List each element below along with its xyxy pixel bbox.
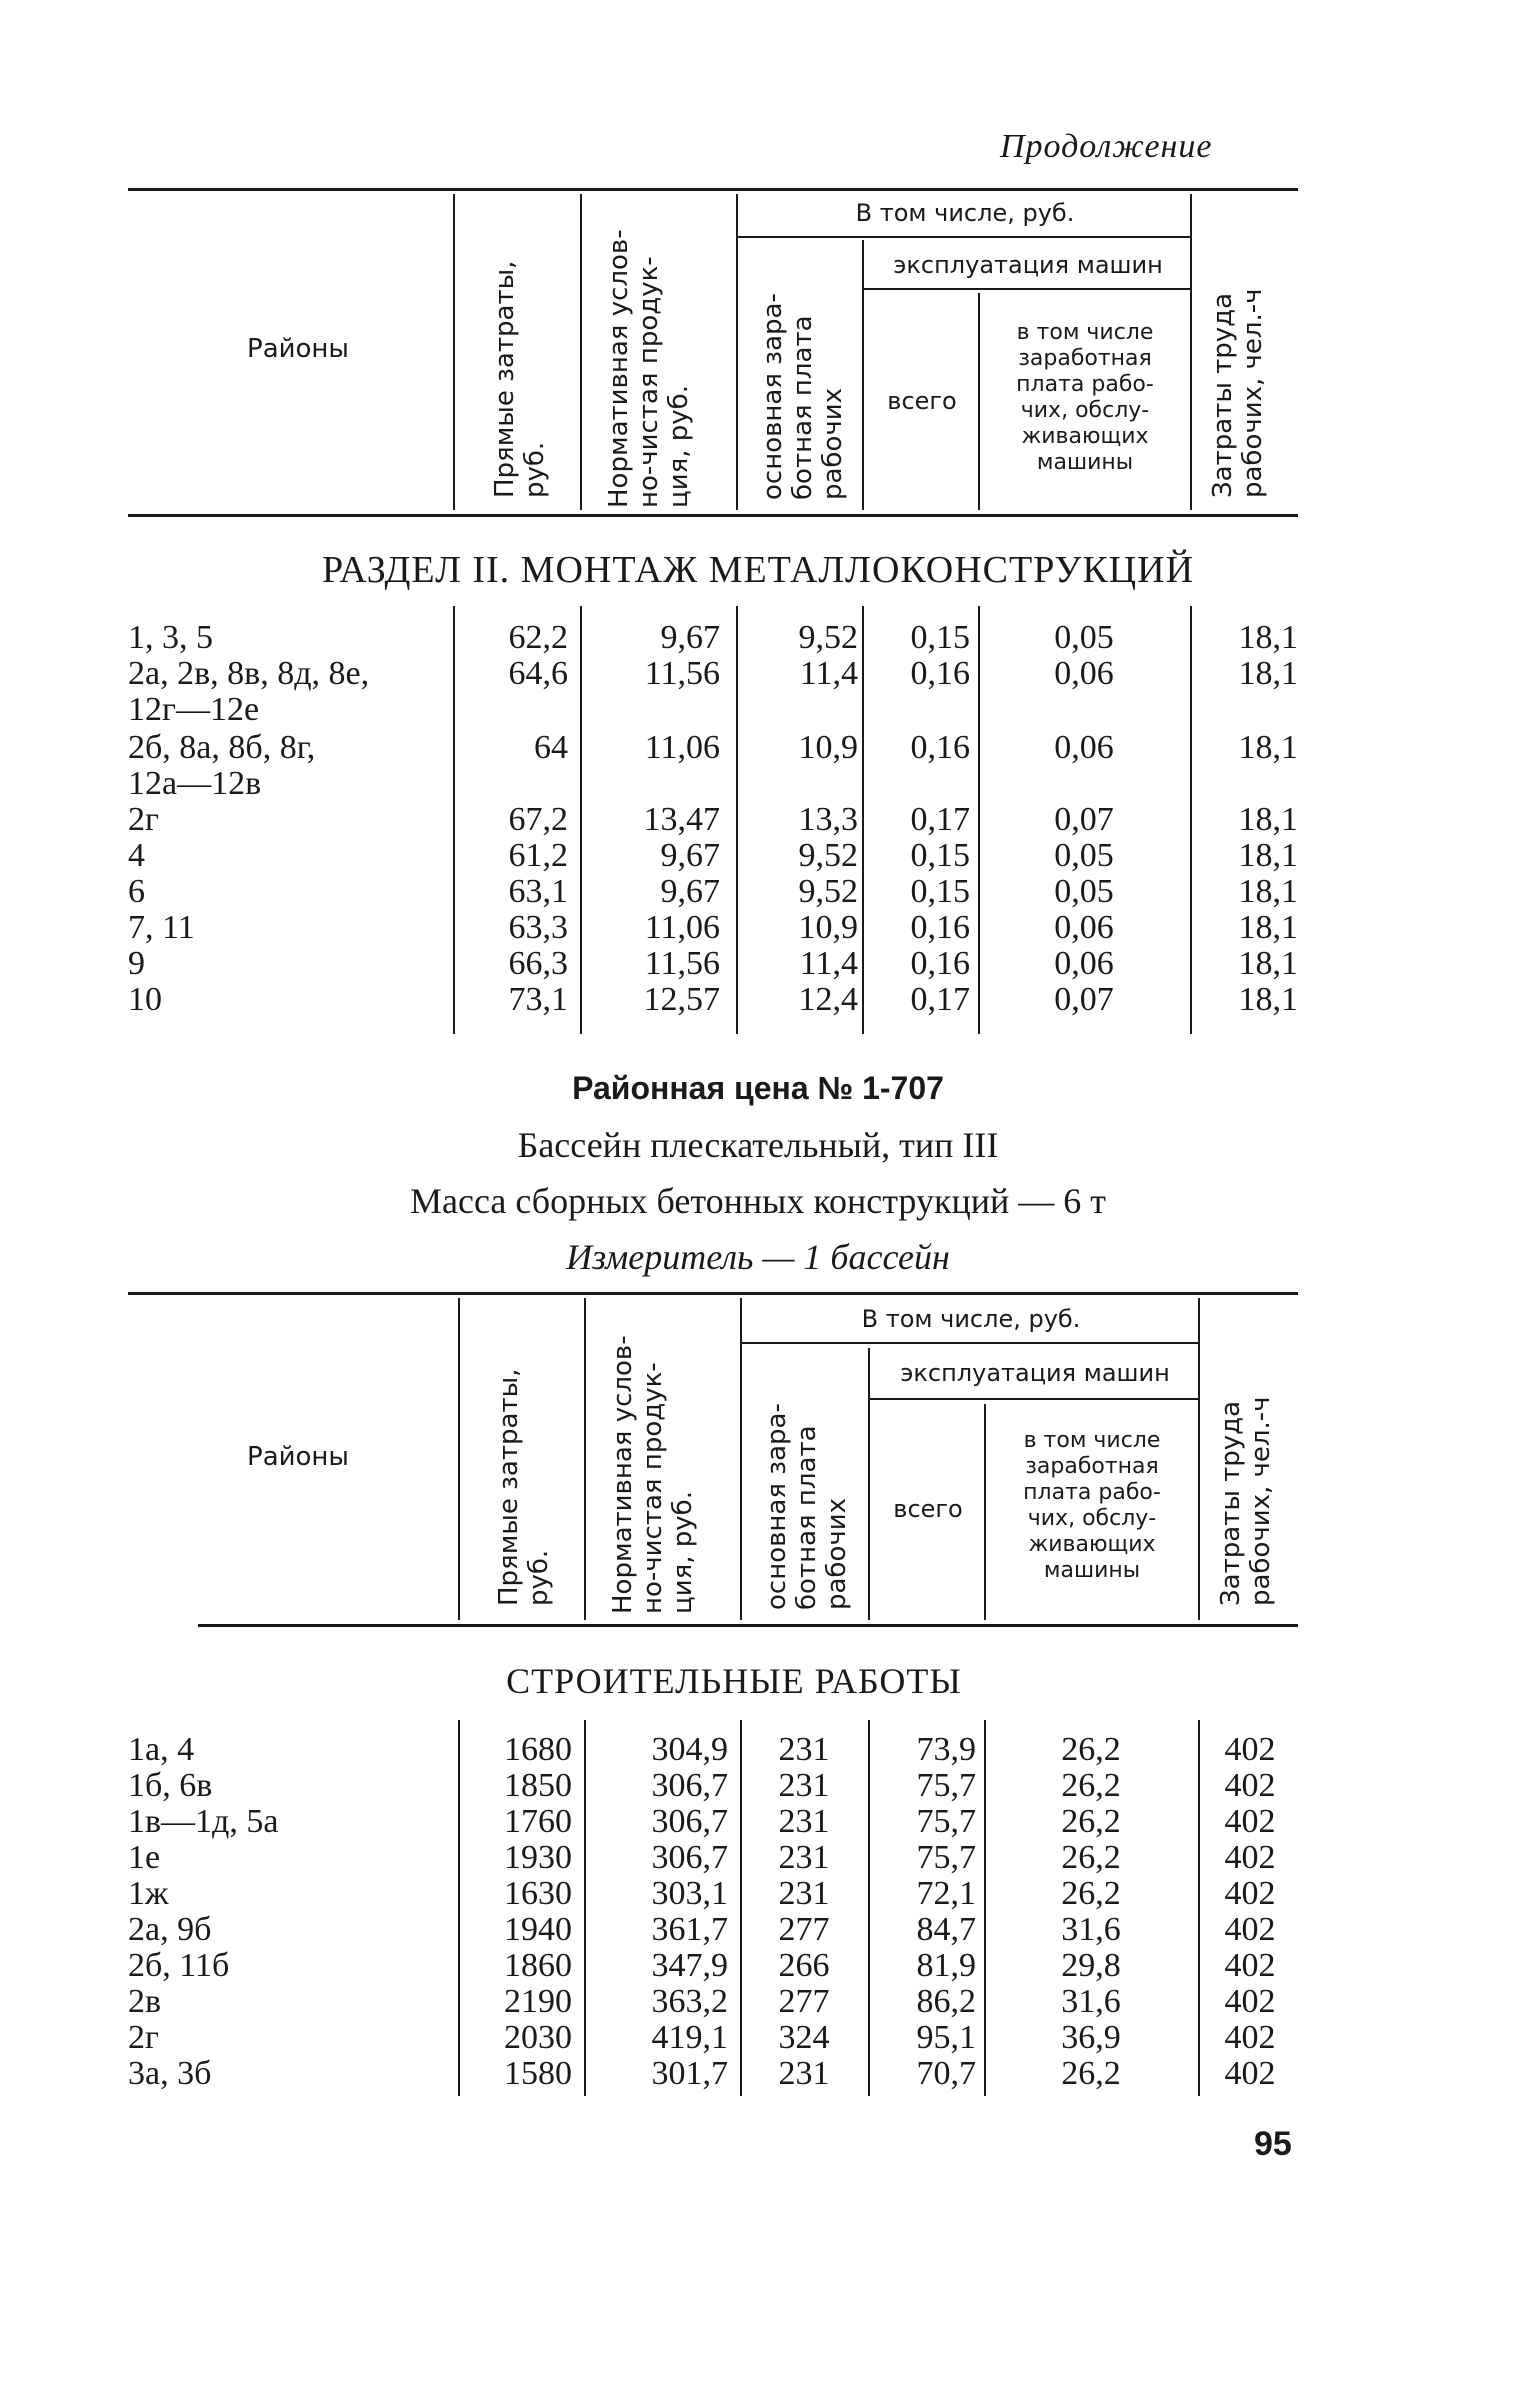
region-cell: 1, 3, 5 bbox=[128, 619, 213, 656]
normative-net-cell: 306,7 bbox=[651, 1803, 728, 1840]
header-direct-costs: Прямые затраты, руб. bbox=[490, 260, 550, 498]
continuation-label: Продолжение bbox=[1000, 128, 1213, 165]
labor-costs-cell: 18,1 bbox=[1238, 619, 1298, 656]
labor-costs-cell: 402 bbox=[1224, 2055, 1276, 2092]
machine-total-cell: 75,7 bbox=[916, 1803, 976, 1840]
machine-wage-cell: 36,9 bbox=[1061, 2019, 1121, 2056]
base-wage-cell: 13,3 bbox=[798, 801, 858, 838]
region-cell: 2г bbox=[128, 2019, 159, 2056]
header-including-rub: В том числе, руб. bbox=[855, 199, 1075, 227]
table-row bbox=[128, 910, 1298, 946]
labor-costs-cell: 402 bbox=[1224, 1803, 1276, 1840]
normative-net-cell: 303,1 bbox=[651, 1875, 728, 1912]
machine-wage-cell: 29,8 bbox=[1061, 1947, 1121, 1984]
machine-total-cell: 95,1 bbox=[916, 2019, 976, 2056]
table-row bbox=[128, 946, 1298, 982]
base-wage-cell: 12,4 bbox=[798, 981, 858, 1018]
direct-costs-cell: 1940 bbox=[504, 1911, 572, 1948]
labor-costs-cell: 18,1 bbox=[1238, 729, 1298, 766]
region-cell: 1а, 4 bbox=[128, 1731, 195, 1768]
machine-total-cell: 73,9 bbox=[916, 1731, 976, 1768]
direct-costs-cell: 64 bbox=[534, 729, 568, 766]
normative-net-cell: 9,67 bbox=[660, 873, 720, 910]
labor-costs-cell: 402 bbox=[1224, 1947, 1276, 1984]
machine-wage-cell: 31,6 bbox=[1061, 1983, 1121, 2020]
normative-net-cell: 306,7 bbox=[651, 1767, 728, 1804]
table-row bbox=[128, 2020, 1298, 2056]
region-cell-continued: 12а—12в bbox=[128, 765, 262, 802]
machine-total-cell: 84,7 bbox=[916, 1911, 976, 1948]
machine-wage-cell: 0,06 bbox=[1054, 909, 1114, 946]
header2-incl-wage: в том числе заработная плата рабо- чих, обслу- живающих машины bbox=[1023, 1428, 1161, 1583]
normative-net-cell: 11,56 bbox=[644, 655, 720, 692]
price-heading-line2: Масса сборных бетонных конструкций — 6 т bbox=[410, 1181, 1106, 1221]
machine-total-cell: 75,7 bbox=[916, 1767, 976, 1804]
machine-wage-cell: 0,05 bbox=[1054, 837, 1114, 874]
machine-wage-cell: 26,2 bbox=[1061, 1767, 1121, 1804]
labor-costs-cell: 402 bbox=[1224, 1875, 1276, 1912]
labor-costs-cell: 18,1 bbox=[1238, 981, 1298, 1018]
header2-rayony: Районы bbox=[247, 1442, 349, 1472]
header-rayony: Районы bbox=[247, 334, 349, 364]
region-cell-continued: 12г—12е bbox=[128, 691, 260, 728]
normative-net-cell: 306,7 bbox=[651, 1839, 728, 1876]
machine-wage-cell: 0,07 bbox=[1054, 981, 1114, 1018]
machine-total-cell: 0,15 bbox=[910, 619, 970, 656]
header-incl-wage: в том числе заработная плата рабо- чих, обслу- живающих машины bbox=[1016, 320, 1154, 475]
normative-net-cell: 12,57 bbox=[643, 981, 720, 1018]
header2-base-wage: основная зара- ботная плата рабочих bbox=[762, 1403, 852, 1610]
normative-net-cell: 11,06 bbox=[644, 729, 720, 766]
machine-total-cell: 0,17 bbox=[910, 981, 970, 1018]
base-wage-cell: 9,52 bbox=[798, 873, 858, 910]
region-cell: 2г bbox=[128, 801, 159, 838]
header2-total: всего bbox=[893, 1495, 963, 1523]
region-cell: 4 bbox=[128, 837, 145, 874]
header2-labor-costs: Затраты труда рабочих, чел.-ч bbox=[1216, 1396, 1276, 1606]
direct-costs-cell: 2030 bbox=[504, 2019, 572, 2056]
normative-net-cell: 11,56 bbox=[644, 945, 720, 982]
machine-wage-cell: 0,07 bbox=[1054, 801, 1114, 838]
direct-costs-cell: 67,2 bbox=[508, 801, 568, 838]
base-wage-cell: 9,52 bbox=[798, 837, 858, 874]
machine-total-cell: 0,15 bbox=[910, 873, 970, 910]
region-cell: 1ж bbox=[128, 1875, 169, 1912]
direct-costs-cell: 63,1 bbox=[508, 873, 568, 910]
labor-costs-cell: 18,1 bbox=[1238, 909, 1298, 946]
base-wage-cell: 9,52 bbox=[798, 619, 858, 656]
machine-wage-cell: 26,2 bbox=[1061, 1731, 1121, 1768]
table-row bbox=[128, 1840, 1298, 1876]
header2-including-rub: В том числе, руб. bbox=[861, 1305, 1081, 1333]
normative-net-cell: 9,67 bbox=[660, 837, 720, 874]
page-number: 95 bbox=[1254, 2125, 1292, 2163]
machine-total-cell: 86,2 bbox=[916, 1983, 976, 2020]
region-cell: 2а, 9б bbox=[128, 1911, 212, 1948]
machine-wage-cell: 0,06 bbox=[1054, 729, 1114, 766]
machine-total-cell: 70,7 bbox=[916, 2055, 976, 2092]
machine-wage-cell: 0,06 bbox=[1054, 655, 1114, 692]
normative-net-cell: 13,47 bbox=[643, 801, 720, 838]
table-row bbox=[128, 838, 1298, 874]
region-cell: 1в—1д, 5а bbox=[128, 1803, 279, 1840]
labor-costs-cell: 18,1 bbox=[1238, 655, 1298, 692]
header-labor-costs: Затраты труда рабочих, чел.-ч bbox=[1208, 288, 1268, 498]
normative-net-cell: 347,9 bbox=[651, 1947, 728, 1984]
machine-wage-cell: 31,6 bbox=[1061, 1911, 1121, 1948]
labor-costs-cell: 402 bbox=[1224, 1731, 1276, 1768]
table-row bbox=[128, 729, 1298, 802]
direct-costs-cell: 2190 bbox=[504, 1983, 572, 2020]
normative-net-cell: 304,9 bbox=[651, 1731, 728, 1768]
normative-net-cell: 419,1 bbox=[651, 2019, 728, 2056]
region-cell: 2б, 11б bbox=[128, 1947, 230, 1984]
machine-total-cell: 75,7 bbox=[916, 1839, 976, 1876]
labor-costs-cell: 402 bbox=[1224, 2019, 1276, 2056]
region-cell: 2в bbox=[128, 1983, 162, 2020]
region-cell: 7, 11 bbox=[128, 909, 195, 946]
table-row bbox=[128, 1804, 1298, 1840]
table-row bbox=[128, 655, 1298, 728]
machine-wage-cell: 26,2 bbox=[1061, 1803, 1121, 1840]
direct-costs-cell: 63,3 bbox=[508, 909, 568, 946]
machine-total-cell: 0,16 bbox=[910, 655, 970, 692]
machine-wage-cell: 0,06 bbox=[1054, 945, 1114, 982]
base-wage-cell: 231 bbox=[778, 1803, 830, 1840]
base-wage-cell: 231 bbox=[778, 1731, 830, 1768]
table-header-2 bbox=[128, 1292, 1298, 1628]
normative-net-cell: 301,7 bbox=[651, 2055, 728, 2092]
direct-costs-cell: 62,2 bbox=[508, 619, 568, 656]
labor-costs-cell: 18,1 bbox=[1238, 837, 1298, 874]
base-wage-cell: 231 bbox=[778, 1875, 830, 1912]
labor-costs-cell: 402 bbox=[1224, 1839, 1276, 1876]
header-total: всего bbox=[887, 387, 957, 415]
header-normative-net: Нормативная услов- но-чистая продук- ция, руб. bbox=[604, 229, 694, 508]
region-cell: 10 bbox=[128, 981, 162, 1018]
normative-net-cell: 363,2 bbox=[651, 1983, 728, 2020]
table-row bbox=[128, 1876, 1298, 1912]
machine-total-cell: 0,16 bbox=[910, 729, 970, 766]
direct-costs-cell: 73,1 bbox=[508, 981, 568, 1018]
base-wage-cell: 10,9 bbox=[798, 729, 858, 766]
table-row bbox=[128, 1732, 1298, 1768]
direct-costs-cell: 1760 bbox=[504, 1803, 572, 1840]
region-cell: 1е bbox=[128, 1839, 161, 1876]
direct-costs-cell: 61,2 bbox=[508, 837, 568, 874]
table-row bbox=[128, 620, 1298, 656]
base-wage-cell: 324 bbox=[778, 2019, 830, 2056]
base-wage-cell: 266 bbox=[778, 1947, 830, 1984]
base-wage-cell: 277 bbox=[778, 1983, 830, 2020]
labor-costs-cell: 402 bbox=[1224, 1767, 1276, 1804]
machine-total-cell: 72,1 bbox=[916, 1875, 976, 1912]
base-wage-cell: 11,4 bbox=[799, 945, 858, 982]
labor-costs-cell: 18,1 bbox=[1238, 873, 1298, 910]
table-row bbox=[128, 1768, 1298, 1804]
normative-net-cell: 11,06 bbox=[644, 909, 720, 946]
section-title-2: СТРОИТЕЛЬНЫЕ РАБОТЫ bbox=[506, 1661, 962, 1701]
machine-wage-cell: 26,2 bbox=[1061, 1839, 1121, 1876]
labor-costs-cell: 402 bbox=[1224, 1983, 1276, 2020]
base-wage-cell: 11,4 bbox=[799, 655, 858, 692]
base-wage-cell: 231 bbox=[778, 2055, 830, 2092]
normative-net-cell: 361,7 bbox=[651, 1911, 728, 1948]
region-cell: 6 bbox=[128, 873, 145, 910]
machine-wage-cell: 0,05 bbox=[1054, 619, 1114, 656]
labor-costs-cell: 18,1 bbox=[1238, 945, 1298, 982]
direct-costs-cell: 1580 bbox=[504, 2055, 572, 2092]
header-machine-operation: эксплуатация машин bbox=[893, 251, 1163, 279]
header2-normative-net: Нормативная услов- но-чистая продук- ция, руб. bbox=[608, 1335, 698, 1614]
region-cell: 9 bbox=[128, 945, 145, 982]
normative-net-cell: 9,67 bbox=[660, 619, 720, 656]
labor-costs-cell: 18,1 bbox=[1238, 801, 1298, 838]
direct-costs-cell: 1860 bbox=[504, 1947, 572, 1984]
table-row bbox=[128, 2056, 1298, 2092]
machine-total-cell: 0,17 bbox=[910, 801, 970, 838]
table-row bbox=[128, 802, 1298, 838]
labor-costs-cell: 402 bbox=[1224, 1911, 1276, 1948]
machine-wage-cell: 0,05 bbox=[1054, 873, 1114, 910]
direct-costs-cell: 1680 bbox=[504, 1731, 572, 1768]
header2-direct-costs: Прямые затраты, руб. bbox=[494, 1368, 554, 1606]
machine-total-cell: 0,16 bbox=[910, 945, 970, 982]
section-title-1: РАЗДЕЛ II. МОНТАЖ МЕТАЛЛОКОНСТРУКЦИЙ bbox=[321, 549, 1195, 591]
header-base-wage: основная зара- ботная плата рабочих bbox=[758, 293, 848, 500]
machine-wage-cell: 26,2 bbox=[1061, 1875, 1121, 1912]
base-wage-cell: 231 bbox=[778, 1839, 830, 1876]
header2-machine-operation: эксплуатация машин bbox=[900, 1359, 1170, 1387]
region-cell: 2а, 2в, 8в, 8д, 8е, bbox=[128, 655, 370, 692]
direct-costs-cell: 66,3 bbox=[508, 945, 568, 982]
machine-total-cell: 81,9 bbox=[916, 1947, 976, 1984]
direct-costs-cell: 1850 bbox=[504, 1767, 572, 1804]
direct-costs-cell: 1630 bbox=[504, 1875, 572, 1912]
region-cell: 1б, 6в bbox=[128, 1767, 213, 1804]
price-heading-line3: Измеритель — 1 бассейн bbox=[566, 1237, 950, 1277]
price-heading-title: Районная цена № 1-707 bbox=[572, 1070, 944, 1106]
price-heading-line1: Бассейн плескательный, тип III bbox=[517, 1125, 999, 1165]
table-row bbox=[128, 1984, 1298, 2020]
machine-total-cell: 0,15 bbox=[910, 837, 970, 874]
table-row bbox=[128, 874, 1298, 910]
machine-total-cell: 0,16 bbox=[910, 909, 970, 946]
table-row bbox=[128, 1948, 1298, 1984]
direct-costs-cell: 1930 bbox=[504, 1839, 572, 1876]
machine-wage-cell: 26,2 bbox=[1061, 2055, 1121, 2092]
base-wage-cell: 10,9 bbox=[798, 909, 858, 946]
base-wage-cell: 277 bbox=[778, 1911, 830, 1948]
direct-costs-cell: 64,6 bbox=[508, 655, 568, 692]
region-cell: 2б, 8а, 8б, 8г, bbox=[128, 729, 316, 766]
table-header-1 bbox=[128, 188, 1298, 518]
base-wage-cell: 231 bbox=[778, 1767, 830, 1804]
table-row bbox=[128, 1912, 1298, 1948]
region-cell: 3а, 3б bbox=[128, 2055, 212, 2092]
table-row bbox=[128, 982, 1298, 1018]
